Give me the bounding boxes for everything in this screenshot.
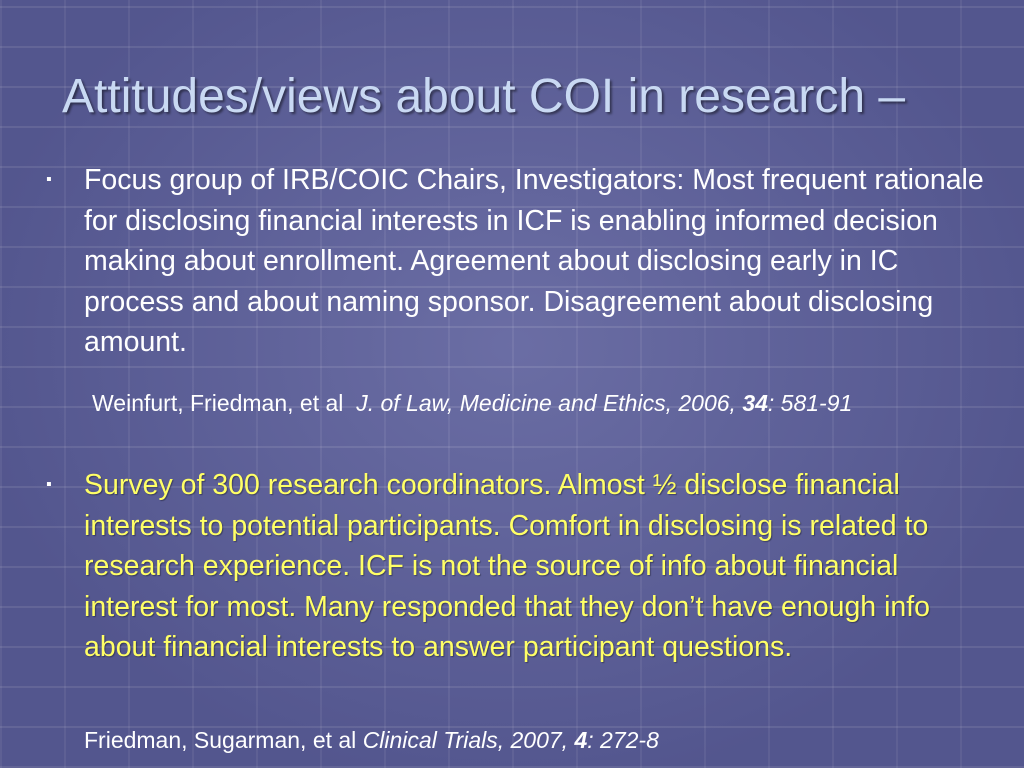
reference-weinfurt <box>84 387 984 420</box>
bullet-icon: ▪ <box>46 171 52 188</box>
reference-journal: Clinical Trials, 2007, <box>362 727 569 753</box>
reference-authors: Friedman, Sugarman, et al <box>84 727 357 753</box>
reference-volume: 34 <box>742 390 768 416</box>
bullet-icon: ▪ <box>46 476 52 493</box>
reference-pages: : 272-8 <box>587 727 659 753</box>
bullet-item-survey: Survey of 300 research coordinators. Almost ½ disclose financial interests to potential participants. Comfort in disclosing is related to research experience. ICF is not the source of info about financial interest for most. Many responded that they don’t have enough info about financial interests to answer participant questions. <box>84 469 931 663</box>
reference-authors: Weinfurt, Friedman, et al <box>92 390 344 416</box>
reference-pages: : 581-91 <box>767 390 853 416</box>
reference-volume: 4 <box>574 727 588 753</box>
reference-friedman <box>84 724 984 757</box>
reference-journal: J. of Law, Medicine and Ethics, 2006, <box>356 390 736 416</box>
bullet-item-focus-group: Focus group of IRB/COIC Chairs, Investigators: Most frequent rationale for disclosing financial interests in ICF is enabling informed decision making about enrollment. Agreement about disclosing early in IC process and about naming sponsor. Disagreement about disclosing amount. <box>84 164 984 358</box>
slide-title: Attitudes/views about COI in research – <box>62 70 906 123</box>
